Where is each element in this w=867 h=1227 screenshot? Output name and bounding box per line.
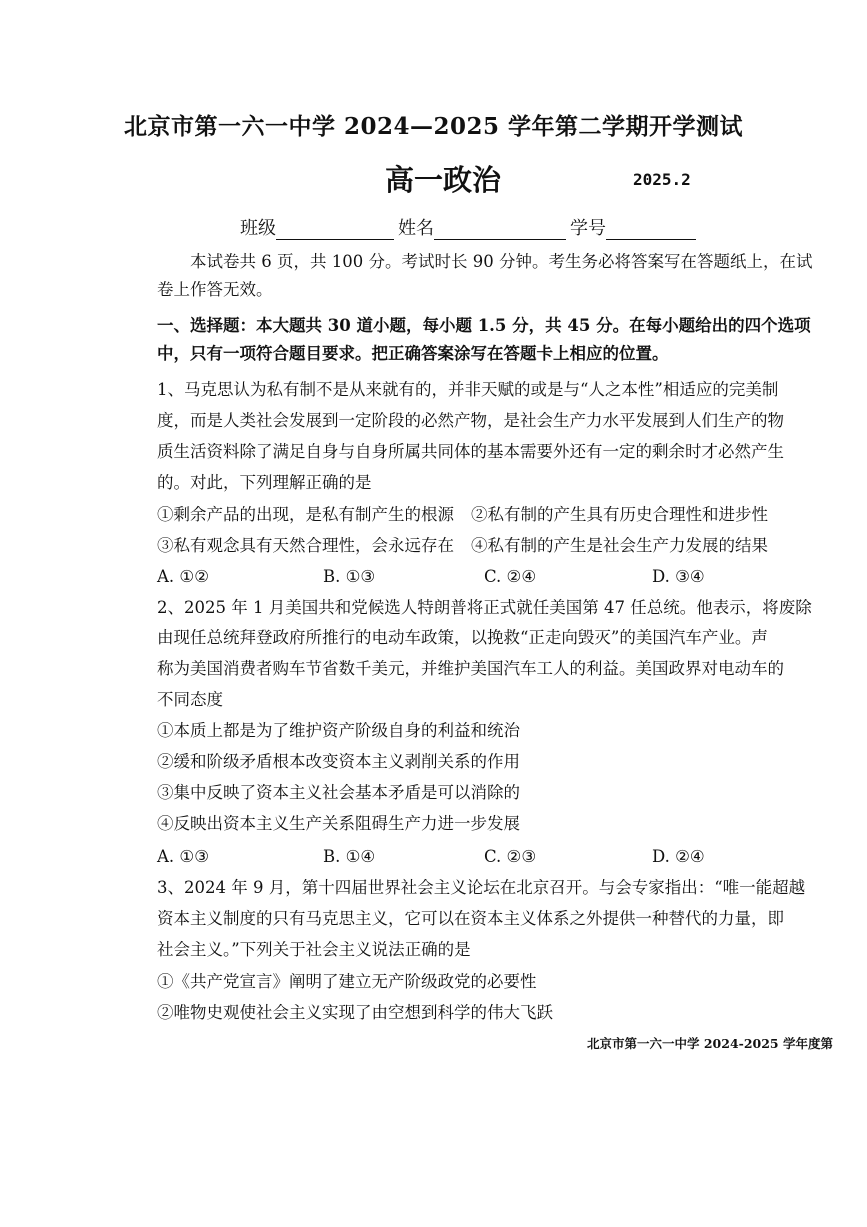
name-blank[interactable]: [434, 221, 566, 240]
q1-item: ④私有制的产生是社会生产力发展的结果: [471, 536, 768, 555]
q2-item: ④反映出资本主义生产关系阻碍生产力进一步发展: [157, 814, 520, 833]
instruction-line: 卷上作答无效。: [157, 280, 273, 299]
q1-option-d[interactable]: D. ③④: [652, 567, 705, 586]
q1-item: ②私有制的产生具有历史合理性和进步性: [471, 505, 768, 524]
q1-stem-line: 质生活资料除了满足自身与自身所属共同体的基本需要外还有一定的剩余时才必然产生: [157, 442, 784, 461]
q2-item: ①本质上都是为了维护资产阶级自身的利益和统治: [157, 721, 520, 740]
subject-title: 高一政治: [385, 163, 502, 197]
q3-stem-line: 资本主义制度的只有马克思主义，它可以在资本主义体系之外提供一种替代的力量，即: [157, 909, 784, 928]
q2-stem-line: 由现任总统拜登政府所推行的电动车政策，以挽救“正走向毁灭”的美国汽车产业。声: [157, 628, 768, 647]
q3-stem-line: 3、2024 年 9 月，第十四届世界社会主义论坛在北京召开。与会专家指出：“唯一能超越: [157, 878, 806, 897]
class-label: 班级: [240, 218, 276, 239]
q2-option-b[interactable]: B. ①④: [323, 847, 376, 866]
q2-option-a[interactable]: A. ①③: [157, 847, 209, 866]
q2-option-c[interactable]: C. ②③: [484, 847, 537, 866]
student-info-line: [240, 214, 700, 240]
q1-stem-line: 的。对此，下列理解正确的是: [157, 473, 372, 492]
section-header: 中，只有一项符合题目要求。把正确答案涂写在答题卡上相应的位置。: [157, 344, 669, 363]
q2-stem-line: 不同态度: [157, 690, 223, 709]
q1-item: ①剩余产品的出现，是私有制产生的根源: [157, 505, 454, 524]
section-header: 一、选择题：本大题共 30 道小题，每小题 1.5 分，共 45 分。在每小题给出的四个选项: [157, 316, 811, 335]
q2-options: [157, 849, 797, 867]
q1-stem-line: 1、马克思认为私有制不是从来就有的，并非天赋的或是与“人之本性”相适应的完美制: [157, 380, 779, 399]
exam-title: 北京市第一六一中学 2024—2025 学年第二学期开学测试: [123, 113, 744, 140]
q1-option-b[interactable]: B. ①③: [323, 567, 376, 586]
exam-date: 2025.2: [633, 170, 691, 189]
q1-options: [157, 569, 797, 587]
q2-option-d[interactable]: D. ②④: [652, 847, 705, 866]
number-label: 学号: [570, 218, 606, 239]
class-blank[interactable]: [276, 221, 394, 240]
q3-stem-line: 社会主义。”下列关于社会主义说法正确的是: [157, 940, 471, 959]
name-label: 姓名: [398, 218, 434, 239]
q3-item: ①《共产党宣言》阐明了建立无产阶级政党的必要性: [157, 972, 537, 991]
q2-item: ②缓和阶级矛盾根本改变资本主义剥削关系的作用: [157, 752, 520, 771]
page-footer: 北京市第一六一中学 2024-2025 学年度第: [587, 1036, 833, 1051]
q1-option-a[interactable]: A. ①②: [157, 567, 209, 586]
number-blank[interactable]: [606, 221, 696, 240]
instruction-line: 本试卷共 6 页，共 100 分。考试时长 90 分钟。考生务必将答案写在答题纸上，在试: [190, 252, 813, 271]
q2-stem-line: 2、2025 年 1 月美国共和党候选人特朗普将正式就任美国第 47 任总统。他表示，将废除: [157, 598, 812, 617]
q2-stem-line: 称为美国消费者购车节省数千美元，并维护美国汽车工人的利益。美国政界对电动车的: [157, 659, 784, 678]
q2-item: ③集中反映了资本主义社会基本矛盾是可以消除的: [157, 783, 520, 802]
q3-item: ②唯物史观使社会主义实现了由空想到科学的伟大飞跃: [157, 1003, 553, 1022]
q1-item: ③私有观念具有天然合理性，会永远存在: [157, 536, 454, 555]
q1-option-c[interactable]: C. ②④: [484, 567, 537, 586]
q1-stem-line: 度，而是人类社会发展到一定阶段的必然产物，是社会生产力水平发展到人们生产的物: [157, 411, 784, 430]
